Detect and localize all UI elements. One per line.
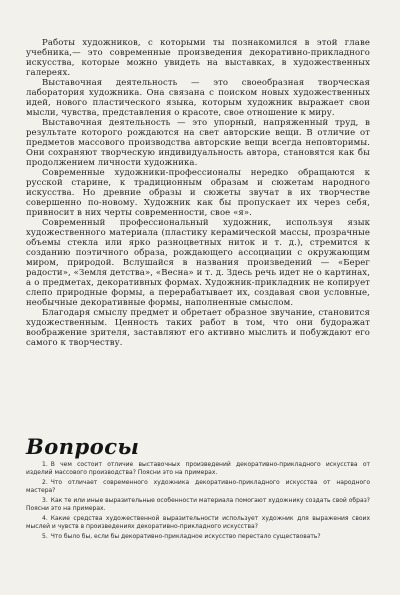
question-number: 1. (42, 461, 48, 468)
question-item (26, 461, 370, 477)
question-item (26, 533, 370, 541)
question-number: 5. (42, 533, 48, 540)
question-item (26, 479, 370, 495)
paragraph: Современный профессиональный художник, используя язык художественного материала (пластику керамической массы, прозрачные объемы стекла или ярко разноцветных ниток и т. д.), стремится к созданию поэтичного образа, рождающего ассоциации с окружающим миром, природой. Вслушайся в названия произведений — «Берег радости», «Земля детства», «Весна» и т. д. Здесь речь идет не о картинах, а о предметах, декоративных формах. Художник-прикладник не копирует слепо природные формы, а перерабатывает их, создавая свои условные, необычные декоративные формы, наполненные смыслом. (26, 218, 370, 308)
paragraph: Работы художников, с которыми ты познакомился в этой главе учебника,— это современные произведения декоративно-прикладного искусства, которые можно увидеть на выставках, в художественных галереях. (26, 38, 370, 78)
question-text: Что отличает современного художника декоративно-прикладного искусства от народного мастера? (26, 479, 370, 494)
paragraph: Современные художники-профессионалы нередко обращаются к русской старине, к традиционным образам и сюжетам народного искусства. Но древние образы и сюжеты звучат в их творчестве совершенно по-новому. Художник как бы пропускает их через себя, привносит в них черты современности, свое «я». (26, 168, 370, 218)
paragraph: Выставочная деятельность — это своеобразная творческая лаборатория художника. Она связана с поиском новых художественных идей, нового пластического языка, которым художник выражает свои мысли, чувства, представления о красоте, свое отношение к миру. (26, 78, 370, 118)
question-item (26, 515, 370, 531)
paragraph: Благодаря смыслу предмет и обретает образное звучание, становится художественным. Ценность таких работ в том, что они будоражат воображение зрителя, заставляют его активно мыслить и побуждают его самого к творчеству. (26, 308, 370, 348)
question-item (26, 497, 370, 513)
question-number: 2. (42, 479, 48, 486)
questions-heading: Вопросы (26, 434, 140, 459)
question-number: 3. (42, 497, 48, 504)
questions-list (26, 461, 370, 543)
question-text: В чем состоит отличие выставочных произведений декоративно-прикладного искусства от изделий массового производства? Поясни это на примерах. (26, 461, 370, 476)
question-text: Какие средства художественной выразительности использует художник для выражения своих мыслей и чувств в произведениях декоративно-прикладного искусства? (26, 515, 370, 530)
body-text (26, 38, 370, 348)
paragraph: Выставочная деятельность — это упорный, напряженный труд, в результате которого рождаются на свет авторские вещи. В отличие от предметов массового производства авторские вещи всегда неповторимы. Они сохраняют творческую индивидуальность автора, становятся как бы продолжением личности художника. (26, 118, 370, 168)
question-text: Что было бы, если бы декоративно-прикладное искусство перестало существовать? (50, 533, 321, 540)
question-text: Как те или иные выразительные особенности материала помогают художнику создать свой образ? Поясни это на примерах. (26, 497, 370, 512)
question-number: 4. (42, 515, 48, 522)
